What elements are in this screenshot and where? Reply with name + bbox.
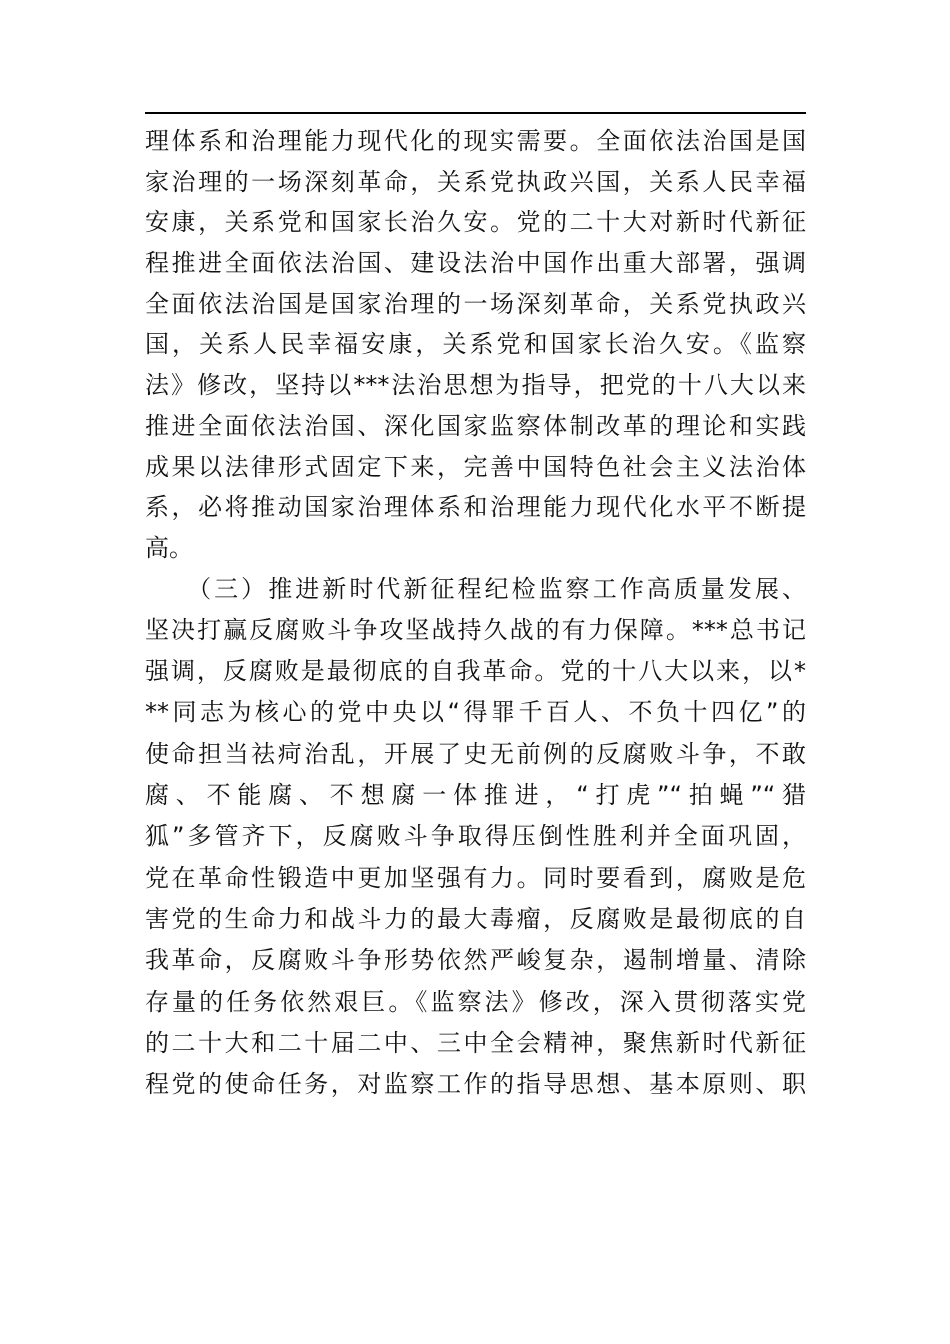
- text-line: 安康，关系党和国家长治久安。党的二十大对新时代新征: [145, 208, 806, 237]
- text-line: 坚决打赢反腐败斗争攻坚战持久战的有力保障。***总书记: [145, 615, 806, 644]
- paragraph-1: [145, 121, 806, 569]
- text-line: 的二十大和二十届二中、三中全会精神，聚焦新时代新征: [145, 1028, 806, 1057]
- text-line: 全面依法治国是国家治理的一场深刻革命，关系党执政兴: [145, 289, 806, 318]
- text-line: 害党的生命力和战斗力的最大毒瘤，反腐败是最彻底的自: [145, 904, 806, 933]
- text-line: 党在革命性锻造中更加坚强有力。同时要看到，腐败是危: [145, 863, 806, 892]
- text-line: 法》修改，坚持以***法治思想为指导，把党的十八大以来: [145, 371, 806, 400]
- text-line: 程推进全面依法治国、建设法治中国作出重大部署，强调: [145, 249, 806, 278]
- text-line: （三）推进新时代新征程纪检监察工作高质量发展、: [145, 574, 806, 603]
- header-rule: [145, 112, 806, 114]
- text-line: 国，关系人民幸福安康，关系党和国家长治久安。《监察: [145, 330, 806, 359]
- text-line: 我革命，反腐败斗争形势依然严峻复杂，遏制增量、清除: [145, 946, 806, 975]
- text-line: 成果以法律形式固定下来，完善中国特色社会主义法治体: [145, 452, 806, 481]
- text-line: 狐”多管齐下，反腐败斗争取得压倒性胜利并全面巩固，: [145, 822, 806, 851]
- text-line: 推进全面依法治国、深化国家监察体制改革的理论和实践: [145, 411, 806, 440]
- text-line: 家治理的一场深刻革命，关系党执政兴国，关系人民幸福: [145, 167, 806, 196]
- text-line: 系，必将推动国家治理体系和治理能力现代化水平不断提: [145, 493, 806, 522]
- text-line: 存量的任务依然艰巨。《监察法》修改，深入贯彻落实党: [145, 987, 806, 1016]
- document-body: [145, 121, 806, 1105]
- paragraph-2: [145, 569, 806, 1106]
- text-line: 腐、不能腐、不想腐一体推进，“打虎”“拍蝇”“猎: [145, 781, 806, 810]
- text-line: 理体系和治理能力现代化的现实需要。全面依法治国是国: [145, 127, 806, 155]
- text-line: **同志为核心的党中央以“得罪千百人、不负十四亿”的: [145, 698, 806, 727]
- text-line: 程党的使命任务，对监察工作的指导思想、基本原则、职: [145, 1070, 806, 1099]
- text-line: 使命担当祛疴治乱，开展了史无前例的反腐败斗争，不敢: [145, 739, 806, 768]
- text-line: 强调，反腐败是最彻底的自我革命。党的十八大以来，以*: [145, 657, 806, 686]
- text-line: 高。: [145, 533, 193, 562]
